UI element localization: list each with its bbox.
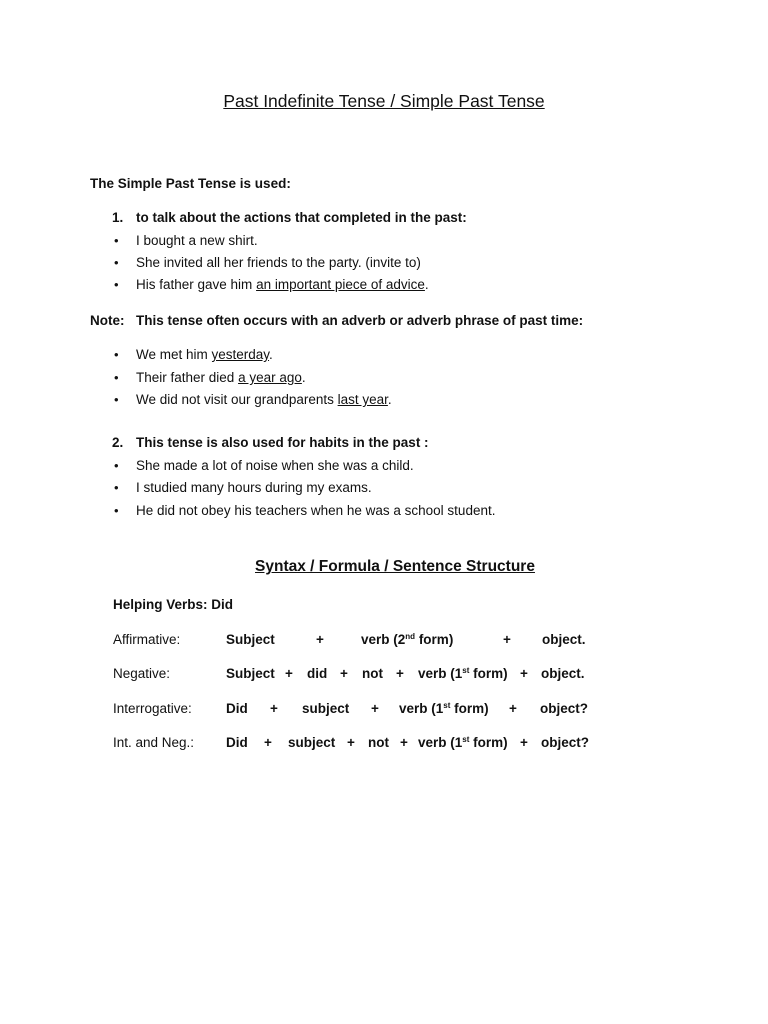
list-item: [136, 480, 372, 495]
formula-not: not: [368, 735, 389, 750]
verb-ordinal: st: [462, 666, 470, 675]
section-2-heading: This tense is also used for habits in the past :: [136, 435, 429, 450]
list-item-text: His father gave him: [136, 277, 257, 292]
list-item-punct: .: [424, 277, 429, 292]
note-text: This tense often occurs with an adverb or adverb phrase of past time:: [136, 313, 584, 328]
list-item-text: I studied many hours during my exams.: [136, 480, 372, 495]
verb-form: form): [450, 701, 489, 716]
formula-object: object?: [540, 701, 589, 716]
underlined-phrase: a year ago: [238, 370, 302, 385]
list-item: [136, 233, 258, 248]
list-item: [136, 392, 392, 407]
bullet-marker: •: [114, 392, 119, 407]
underlined-phrase: yesterday: [211, 347, 270, 362]
formula-subject: Subject: [226, 632, 275, 647]
formula-label: Negative:: [113, 666, 171, 681]
formula-plus: +: [520, 666, 528, 681]
section-2-number: 2.: [112, 435, 124, 450]
formula-plus: +: [371, 701, 379, 716]
formula-verb: [399, 701, 489, 716]
formula-subject: subject: [288, 735, 336, 750]
formula-plus: +: [316, 632, 324, 647]
section-1-number: 1.: [112, 210, 124, 225]
verb-ordinal: nd: [405, 632, 416, 641]
page-title: Past Indefinite Tense / Simple Past Tense: [223, 91, 545, 111]
verb-text: verb (1: [418, 735, 463, 750]
list-item-punct: .: [269, 347, 273, 362]
list-item-text: He did not obey his teachers when he was a school student.: [136, 503, 496, 518]
list-item: [136, 347, 273, 362]
bullet-marker: •: [114, 458, 119, 473]
section-1-heading: to talk about the actions that completed in the past:: [136, 210, 467, 225]
syntax-heading: Syntax / Formula / Sentence Structure: [255, 558, 535, 575]
bullet-marker: •: [114, 480, 119, 495]
bullet-marker: •: [114, 277, 119, 292]
formula-plus: +: [285, 666, 293, 681]
verb-ordinal: st: [462, 735, 470, 744]
list-item-punct: .: [387, 392, 392, 407]
bullet-marker: •: [114, 347, 119, 362]
verb-form: form): [415, 632, 454, 647]
formula-subject: Subject: [226, 666, 275, 681]
list-item-text: She invited all her friends to the party. (invite to): [136, 255, 421, 270]
bullet-marker: •: [114, 370, 119, 385]
formula-did: did: [307, 666, 328, 681]
list-item-punct: .: [301, 370, 306, 385]
verb-ordinal: st: [443, 701, 451, 710]
list-item-text: She made a lot of noise when she was a child.: [136, 458, 414, 473]
formula-label: Int. and Neg.:: [113, 735, 195, 750]
formula-object: object.: [542, 632, 586, 647]
formula-plus: +: [396, 666, 404, 681]
list-item: [136, 370, 306, 385]
formula-object: object?: [541, 735, 590, 750]
verb-text: verb (1: [418, 666, 463, 681]
formula-subject: subject: [302, 701, 350, 716]
bullet-marker: •: [114, 503, 119, 518]
formula-verb: [418, 735, 508, 750]
note-label: Note:: [90, 313, 125, 328]
formula-plus: +: [503, 632, 511, 647]
list-item: [136, 255, 421, 270]
formula-did: Did: [226, 735, 248, 750]
formula-verb: [418, 666, 508, 681]
formula-plus: +: [270, 701, 278, 716]
verb-text: verb (2: [361, 632, 406, 647]
list-item-text: We met him: [136, 347, 212, 362]
formula-plus: +: [509, 701, 517, 716]
list-item-text: Their father died: [136, 370, 239, 385]
formula-plus: +: [520, 735, 528, 750]
verb-form: form): [469, 666, 508, 681]
verb-text: verb (1: [399, 701, 444, 716]
formula-plus: +: [347, 735, 355, 750]
formula-plus: +: [264, 735, 272, 750]
list-item: [136, 458, 414, 473]
bullet-marker: •: [114, 233, 119, 248]
underlined-phrase: last year: [337, 392, 388, 407]
helping-verbs-label: Helping Verbs: Did: [113, 597, 234, 612]
formula-not: not: [362, 666, 383, 681]
formula-verb: [361, 632, 453, 647]
formula-plus: +: [340, 666, 348, 681]
formula-object: object.: [541, 666, 585, 681]
formula-label: Affirmative:: [113, 632, 181, 647]
formula-did: Did: [226, 701, 248, 716]
formula-plus: +: [400, 735, 408, 750]
verb-form: form): [469, 735, 508, 750]
list-item-text: I bought a new shirt.: [136, 233, 258, 248]
list-item-text: We did not visit our grandparents: [136, 392, 338, 407]
formula-label: Interrogative:: [113, 701, 192, 716]
list-item: [136, 277, 429, 292]
underlined-phrase: an important piece of advice: [256, 277, 425, 292]
bullet-marker: •: [114, 255, 119, 270]
intro-text: The Simple Past Tense is used:: [90, 176, 291, 191]
list-item: [136, 503, 495, 518]
